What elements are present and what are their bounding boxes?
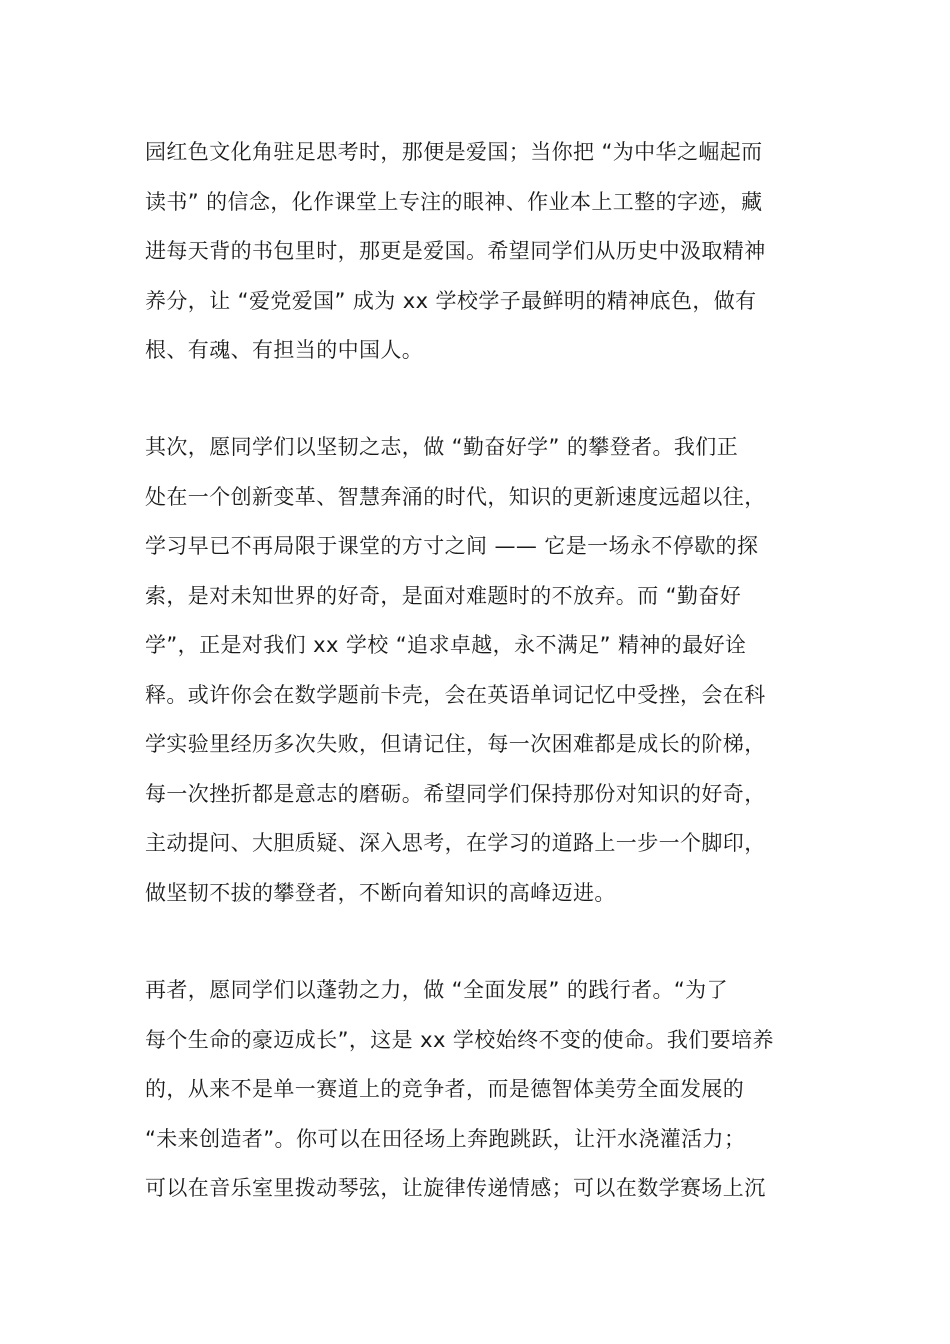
text-line: 释。或许你会在数学题前卡壳，会在英语单词记忆中受挫，会在科 [145, 682, 766, 707]
text-line: 主动提问、大胆质疑、深入思考，在学习的道路上一步一个脚印， [145, 831, 766, 855]
paragraph-all-round-development [145, 966, 815, 1214]
text-line: 索，是对未知世界的好奇，是面对难题时的不放弃。而 “勤奋好 [145, 583, 742, 608]
text-line: “未来创造者”。你可以在田径场上奔跑跳跃，让汗水浇灌活力； [145, 1126, 746, 1151]
text-line: 每一次挫折都是意志的磨砺。希望同学们保持那份对知识的好奇， [145, 781, 766, 806]
text-line: 进每天背的书包里时，那更是爱国。希望同学们从历史中汲取精神 [145, 239, 766, 263]
text-line: 学”，正是对我们 xx 学校 “追求卓越，永不满足” 精神的最好诠 [145, 633, 747, 657]
paragraph-diligent-study [145, 423, 815, 918]
text-line: 其次，愿同学们以坚韧之志，做 “勤奋好学” 的攀登者。我们正 [145, 435, 739, 459]
text-line: 的，从来不是单一赛道上的竞争者，而是德智体美劳全面发展的 [145, 1077, 745, 1101]
text-line: 园红色文化角驻足思考时，那便是爱国；当你把 “为中华之崛起而 [145, 140, 763, 164]
text-line: 处在一个创新变革、智慧奔涌的时代，知识的更新速度远超以往， [145, 484, 766, 509]
text-line: 做坚韧不拔的攀登者，不断向着知识的高峰迈进。 [145, 880, 616, 905]
text-line: 学习早已不再局限于课堂的方寸之间 —— 它是一场永不停歇的探 [145, 534, 759, 558]
text-line: 可以在音乐室里拨动琴弦，让旋律传递情感；可以在数学赛场上沉 [145, 1176, 766, 1200]
text-line: 养分，让 “爱党爱国” 成为 xx 学校学子最鲜明的精神底色，做有 [145, 288, 757, 313]
text-line: 再者，愿同学们以蓬勃之力，做 “全面发展” 的践行者。“为了 [145, 978, 728, 1002]
text-line: 根、有魂、有担当的中国人。 [145, 338, 424, 362]
text-line: 每个生命的豪迈成长”，这是 xx 学校始终不变的使命。我们要培养 [145, 1027, 774, 1052]
paragraph-patriotism [145, 128, 815, 376]
text-line: 学实验里经历多次失败，但请记住，每一次困难都是成长的阶梯， [145, 732, 766, 756]
text-line: 读书” 的信念，化作课堂上专注的眼神、作业本上工整的字迹，藏 [145, 189, 763, 214]
